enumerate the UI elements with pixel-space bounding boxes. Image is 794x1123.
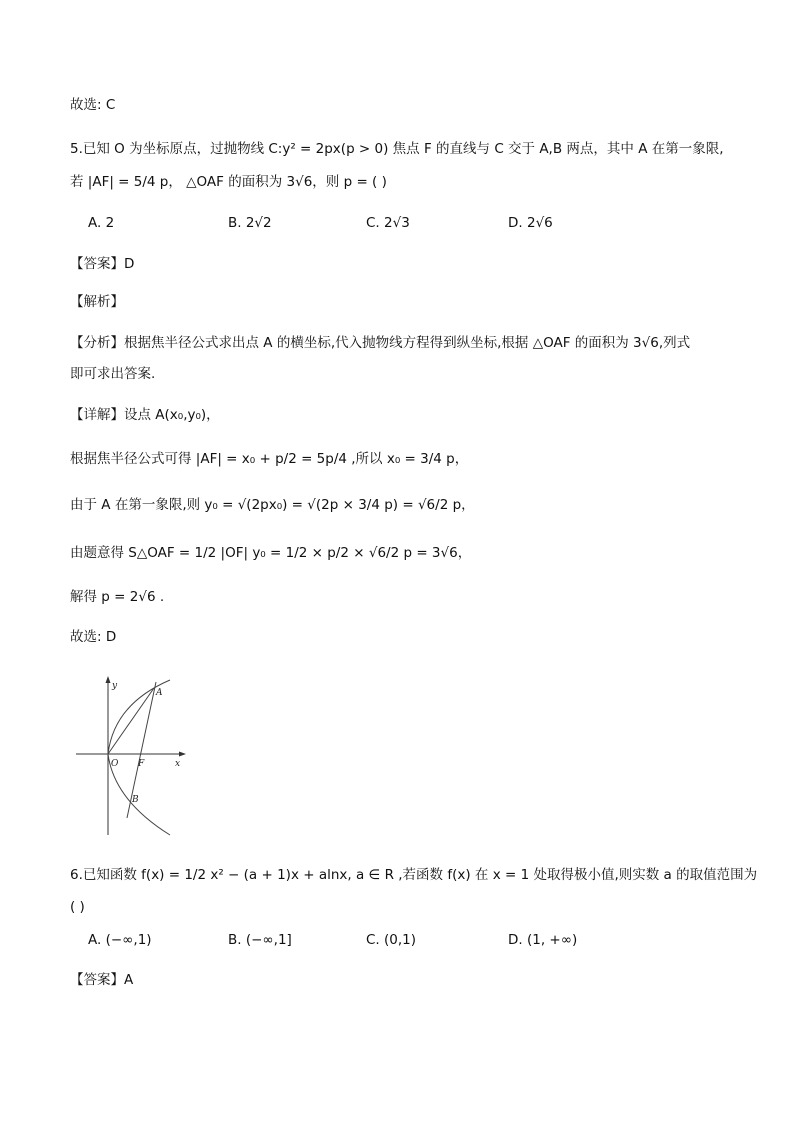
label-o: O <box>111 759 119 769</box>
q6-option-a: A. (−∞,1) <box>88 932 152 948</box>
q5-option-c: C. 2√3 <box>366 215 410 231</box>
answer-select-prev: 故选: C <box>70 97 116 113</box>
label-f: F <box>138 759 145 769</box>
parabola-curve <box>108 680 170 835</box>
q5-detail-line-3: 由于 A 在第一象限,则 y₀ = √(2px₀) = √(2p × 3/4 p) = √6/2 p， <box>70 497 475 513</box>
answer-select-q5: 故选: D <box>70 629 117 645</box>
label-b: B <box>132 795 139 805</box>
q5-analysis-line-2: 即可求出答案. <box>70 366 156 382</box>
q5-option-b: B. 2√2 <box>228 215 272 231</box>
label-y: y <box>112 681 118 691</box>
label-a: A <box>156 688 163 698</box>
x-axis-arrow <box>179 752 186 757</box>
q5-detail-line-5: 解得 p = 2√6 . <box>70 589 165 605</box>
question-5-line-2: 若 |AF| = 5/4 p， △OAF 的面积为 3√6，则 p = ( ) <box>70 174 387 190</box>
segment-oa <box>108 688 154 754</box>
q6-answer: 【答案】A <box>70 972 134 988</box>
question-6-line-2: ( ) <box>70 899 85 915</box>
q5-analysis-line-1: 【分析】根据焦半径公式求出点 A 的横坐标,代入抛物线方程得到纵坐标,根据 △OAF 的面积为 3√6,列式 <box>70 335 691 351</box>
parabola-figure <box>70 670 200 840</box>
q5-option-a: A. 2 <box>88 215 115 231</box>
question-5-line-1: 5.已知 O 为坐标原点，过抛物线 C:y² = 2px(p > 0) 焦点 F 的直线与 C 交于 A,B 两点，其中 A 在第一象限, <box>70 141 724 157</box>
q5-analysis-heading: 【解析】 <box>70 294 124 310</box>
label-x: x <box>175 759 181 769</box>
q5-option-d: D. 2√6 <box>508 215 553 231</box>
q5-detail-line-2: 根据焦半径公式可得 |AF| = x₀ + p/2 = 5p/4 ,所以 x₀ = 3/4 p， <box>70 451 469 467</box>
q5-detail-line-4: 由题意得 S△OAF = 1/2 |OF| y₀ = 1/2 × p/2 × √6/2 p = 3√6， <box>70 545 472 561</box>
q5-detail-line-1: 【详解】设点 A(x₀,y₀)， <box>70 407 220 423</box>
q6-option-b: B. (−∞,1] <box>228 932 292 948</box>
q5-answer: 【答案】D <box>70 256 135 272</box>
q6-option-c: C. (0,1) <box>366 932 417 948</box>
q6-option-d: D. (1, +∞) <box>508 932 578 948</box>
y-axis-arrow <box>106 676 111 683</box>
question-6-line-1: 6.已知函数 f(x) = 1/2 x² − (a + 1)x + alnx, a ∈ R ,若函数 f(x) 在 x = 1 处取得极小值,则实数 a 的取值范围为 <box>70 867 758 883</box>
